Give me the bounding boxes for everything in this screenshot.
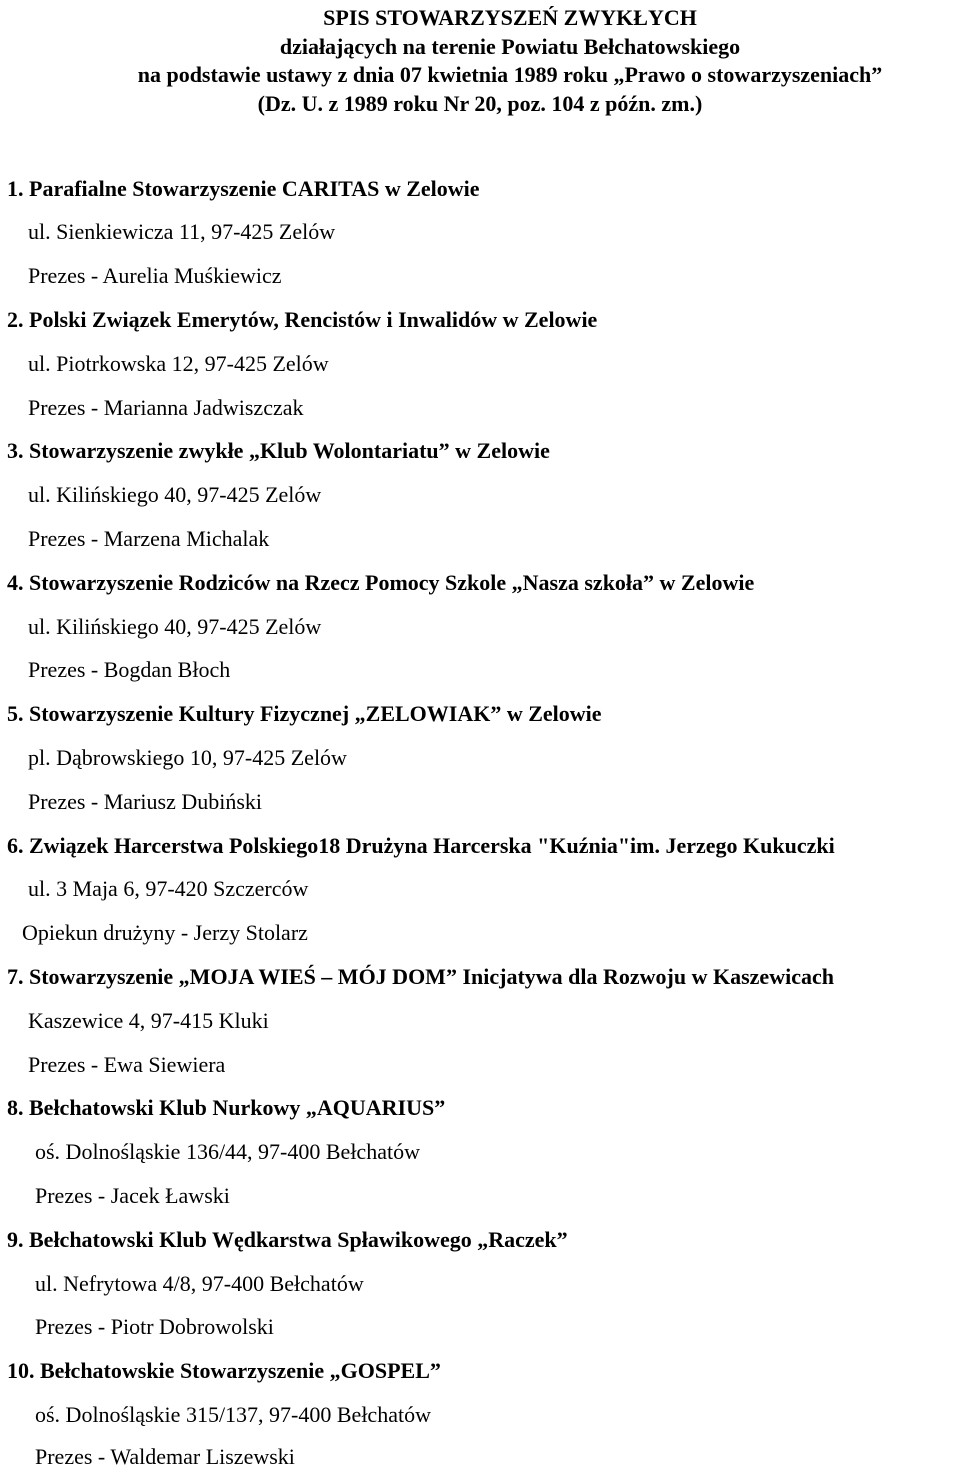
association-name: 1. Parafialne Stowarzyszenie CARITAS w Zelowie bbox=[7, 176, 480, 201]
document-subtitle-line-1: działających na terenie Powiatu Bełchatowskiego bbox=[279, 33, 741, 59]
association-address: ul. Nefrytowa 4/8, 97-400 Bełchatów bbox=[35, 1271, 364, 1296]
association-name: 7. Stowarzyszenie „MOJA WIEŚ – MÓJ DOM” Inicjatywa dla Rozwoju w Kaszewicach bbox=[7, 964, 834, 989]
association-name: 2. Polski Związek Emerytów, Rencistów i Inwalidów w Zelowie bbox=[7, 307, 598, 332]
association-person: Prezes - Waldemar Liszewski bbox=[35, 1444, 295, 1469]
association-address: oś. Dolnośląskie 136/44, 97-400 Bełchatów bbox=[35, 1139, 420, 1164]
association-person: Prezes - Mariusz Dubiński bbox=[28, 789, 263, 814]
association-person: Prezes - Ewa Siewiera bbox=[28, 1052, 226, 1077]
document-header bbox=[0, 4, 960, 118]
association-person: Prezes - Bogdan Błoch bbox=[28, 657, 231, 682]
association-address: ul. Sienkiewicza 11, 97-425 Zelów bbox=[28, 219, 336, 244]
association-person: Prezes - Jacek Ławski bbox=[35, 1183, 230, 1208]
document-subtitle-line-2: na podstawie ustawy z dnia 07 kwietnia 1989 roku „Prawo o stowarzyszeniach” bbox=[137, 62, 883, 87]
association-address: ul. Piotrkowska 12, 97-425 Zelów bbox=[28, 351, 329, 376]
association-name: 3. Stowarzyszenie zwykłe „Klub Wolontariatu” w Zelowie bbox=[7, 438, 550, 463]
association-address: oś. Dolnośląskie 315/137, 97-400 Bełchatów bbox=[35, 1402, 431, 1427]
document-title: SPIS STOWARZYSZEŃ ZWYKŁYCH bbox=[323, 5, 697, 30]
association-address: ul. Kilińskiego 40, 97-425 Zelów bbox=[28, 614, 322, 639]
association-address: ul. Kilińskiego 40, 97-425 Zelów bbox=[28, 482, 322, 507]
association-name: 10. Bełchatowskie Stowarzyszenie „GOSPEL” bbox=[7, 1358, 441, 1383]
association-name: 5. Stowarzyszenie Kultury Fizycznej „ZELOWIAK” w Zelowie bbox=[7, 701, 602, 726]
document-subtitle-line-3: (Dz. U. z 1989 roku Nr 20, poz. 104 z późn. zm.) bbox=[257, 90, 703, 116]
association-address: pl. Dąbrowskiego 10, 97-425 Zelów bbox=[28, 745, 347, 770]
association-name: 9. Bełchatowski Klub Wędkarstwa Spławikowego „Raczek” bbox=[7, 1227, 568, 1252]
association-address: ul. 3 Maja 6, 97-420 Szczerców bbox=[28, 876, 309, 901]
association-name: 8. Bełchatowski Klub Nurkowy „AQUARIUS” bbox=[7, 1095, 446, 1120]
association-address: Kaszewice 4, 97-415 Kluki bbox=[28, 1008, 269, 1033]
association-person: Opiekun drużyny - Jerzy Stolarz bbox=[22, 920, 308, 945]
association-person: Prezes - Marianna Jadwiszczak bbox=[28, 395, 304, 420]
association-person: Prezes - Marzena Michalak bbox=[28, 526, 270, 551]
association-person: Prezes - Aurelia Muśkiewicz bbox=[28, 263, 282, 288]
association-person: Prezes - Piotr Dobrowolski bbox=[35, 1314, 274, 1339]
association-name: 4. Stowarzyszenie Rodziców na Rzecz Pomocy Szkole „Nasza szkoła” w Zelowie bbox=[7, 570, 755, 595]
association-name: 6. Związek Harcerstwa Polskiego18 Drużyna Harcerska "Kuźnia"im. Jerzego Kukuczki bbox=[7, 833, 835, 858]
